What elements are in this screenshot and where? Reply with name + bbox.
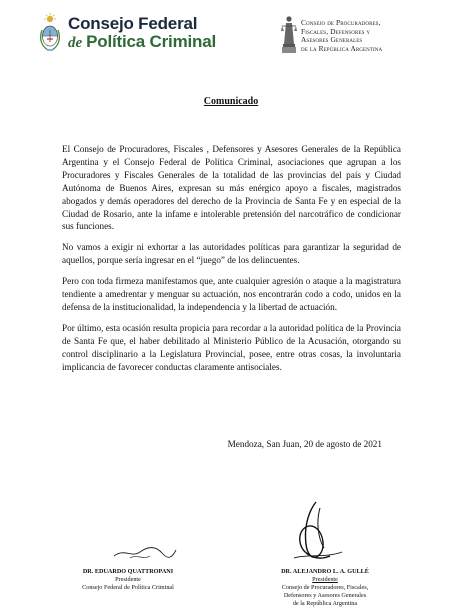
- brand-title-line1: Consejo Federal: [68, 14, 198, 33]
- signatory-org: Consejo Federal de Política Criminal: [82, 584, 174, 591]
- lady-justice-icon: [281, 14, 297, 56]
- org-line: Fiscales, Defensores y: [301, 26, 371, 36]
- brand-de: de: [68, 35, 83, 51]
- signatory-org-line: de la República Argentina: [292, 600, 358, 607]
- signatory-org-line: Consejo de Procuradores, Fiscales,: [281, 584, 369, 591]
- letterhead: [0, 0, 462, 62]
- org-line: Consejo de Procuradores,: [301, 18, 381, 27]
- signature-scribble-left: [110, 538, 180, 563]
- brand-title-line2: [68, 33, 216, 51]
- org-line: Asesores Generales: [301, 35, 363, 45]
- signature-block-right: [250, 568, 400, 608]
- signatory-name: DR. EDUARDO QUATTROPANI: [82, 568, 174, 575]
- signature-block-left: [48, 568, 208, 592]
- brand-logo-text: [68, 15, 216, 51]
- paragraph: Pero con toda firmeza manifestamos que, ante cualquier agresión o ataque a la magistratura tendiente a amedrentar y menguar su actuación, nos encontrarán codo a codo, unidos en la defensa de la institucionalidad, la independencia y la libertad de actuación.: [62, 276, 401, 312]
- signatory-org-line: Defensores y Asesores Generales: [283, 592, 367, 599]
- paragraph: El Consejo de Procuradores, Fiscales , Defensores y Asesores Generales de la República Argentina y el Consejo Federal de Política Criminal, asociaciones que agrupan a los Procuradores y Fiscales Generales de la totalidad de las provincias del país y Ciudad Autónoma de Buenos Aires, expresan su más enérgico apoyo a fiscales, magistrados abogados y demás operadores del derecho de la Provincia de Santa Fe y en especial de la Ciudad de Rosario, ante la infame e intolerable pretensión del narcotráfico de condicionar sus funciones.: [62, 144, 401, 232]
- signatory-name: DR. ALEJANDRO L. A. GULLÉ: [281, 568, 369, 575]
- signature-scribble-right: [286, 498, 346, 566]
- document-title: Comunicado: [203, 96, 259, 107]
- paragraph: Por último, esta ocasión resulta propicia para recordar a la autoridad política de la Provincia de Santa Fe que, el haber debilitado al Ministerio Público de la Acusación, otorgando su control disciplinario a la Legislatura Provincial, posee, entre otras cosas, la involuntaria implicancia de favorecer conductas claramente antisociales.: [62, 322, 401, 372]
- document-body: [62, 143, 401, 382]
- argentine-coat-of-arms-icon: [40, 12, 60, 54]
- date-place-line: Mendoza, San Juan, 20 de agosto de 2021: [227, 439, 382, 449]
- signatory-role: Presidente: [115, 576, 141, 583]
- org-name-block: [301, 19, 451, 53]
- signatory-role: Presidente: [312, 576, 338, 583]
- org-line: de la República Argentina: [301, 43, 383, 53]
- brand-politica-criminal: Política Criminal: [86, 32, 216, 51]
- paragraph: No vamos a exigir ni exhortar a las autoridades políticas para garantizar la seguridad de aquellos, porque sería ingresar en el “juego” de los delincuentes.: [62, 242, 401, 266]
